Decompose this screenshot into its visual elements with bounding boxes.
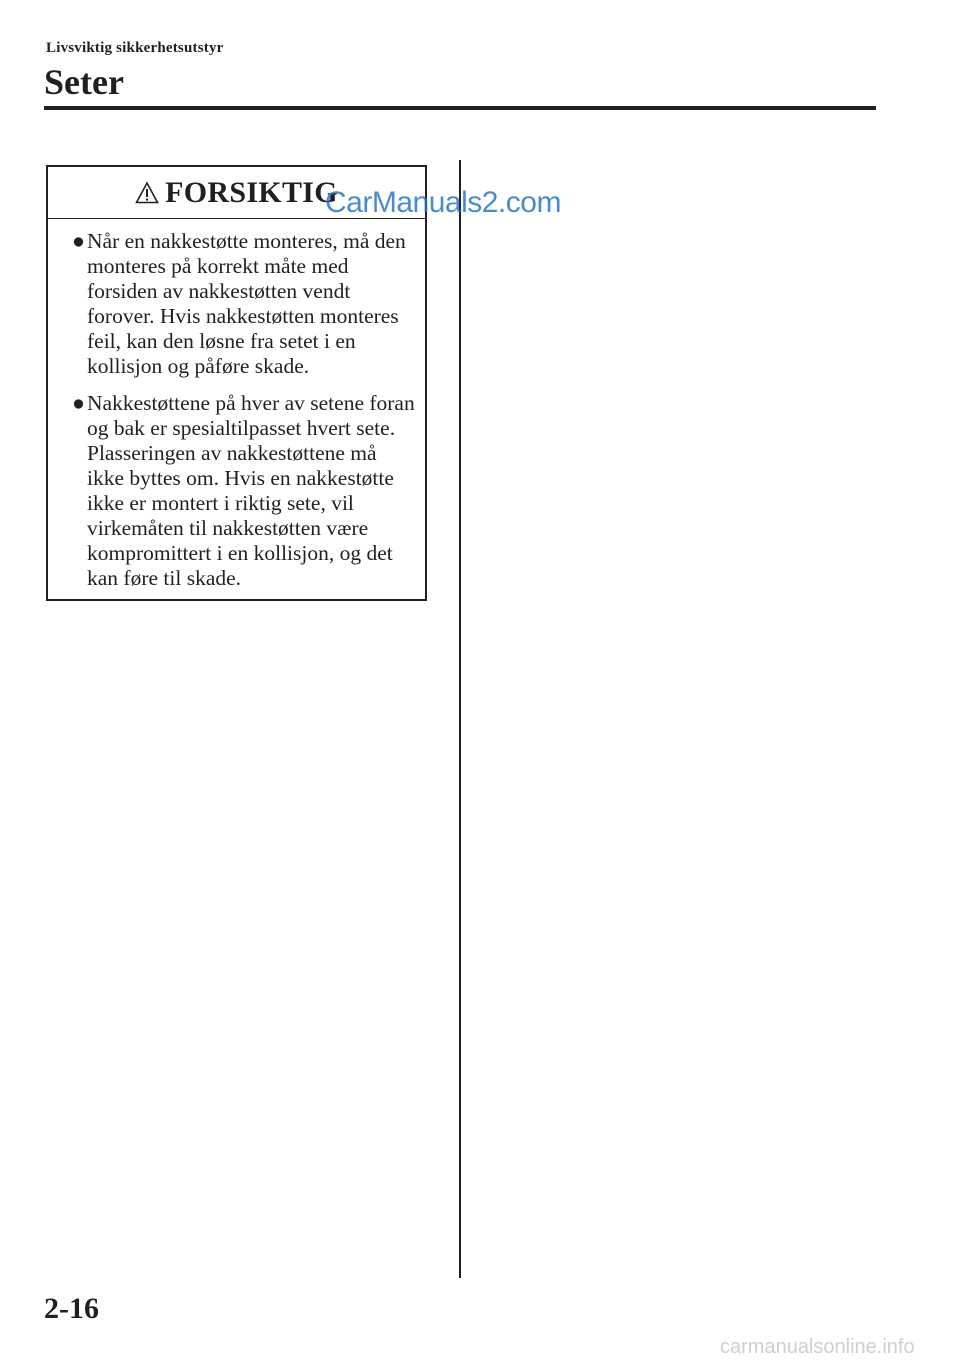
bullet-icon: ● <box>72 391 85 415</box>
page-title: Seter <box>44 62 124 102</box>
caution-text: Nakkestøttene på hver av setene foran og bak er spesialtilpasset hvert sete. Plasseringen av nakkestøttene må ikke byttes om. Hvis en nakkestøtte ikke er montert i riktig sete, vil virkemåten til nakkestøtten være kompromittert i en kollisjon, og det kan føre til skade. <box>87 391 415 590</box>
caution-title: FORSIKTIG <box>165 175 338 209</box>
warning-triangle-icon <box>135 181 159 205</box>
caution-box <box>46 165 427 601</box>
list-item <box>72 391 415 591</box>
watermark-top[interactable]: CarManuals2.com <box>325 186 561 219</box>
page-number: 2-16 <box>44 1292 99 1325</box>
title-rule <box>44 106 876 110</box>
list-item <box>72 229 415 379</box>
section-label: Livsviktig sikkerhetsutstyr <box>46 40 224 56</box>
column-divider <box>459 160 461 1278</box>
caution-text: Når en nakkestøtte monteres, må den monteres på korrekt måte med forsiden av nakkestøtten vendt forover. Hvis nakkestøtten monteres feil, kan den løsne fra setet i en kollisjon og påføre skade. <box>87 229 406 378</box>
watermark-bottom[interactable]: carmanualsonline.info <box>720 1336 915 1358</box>
caution-list <box>48 219 425 591</box>
bullet-icon: ● <box>72 229 85 253</box>
